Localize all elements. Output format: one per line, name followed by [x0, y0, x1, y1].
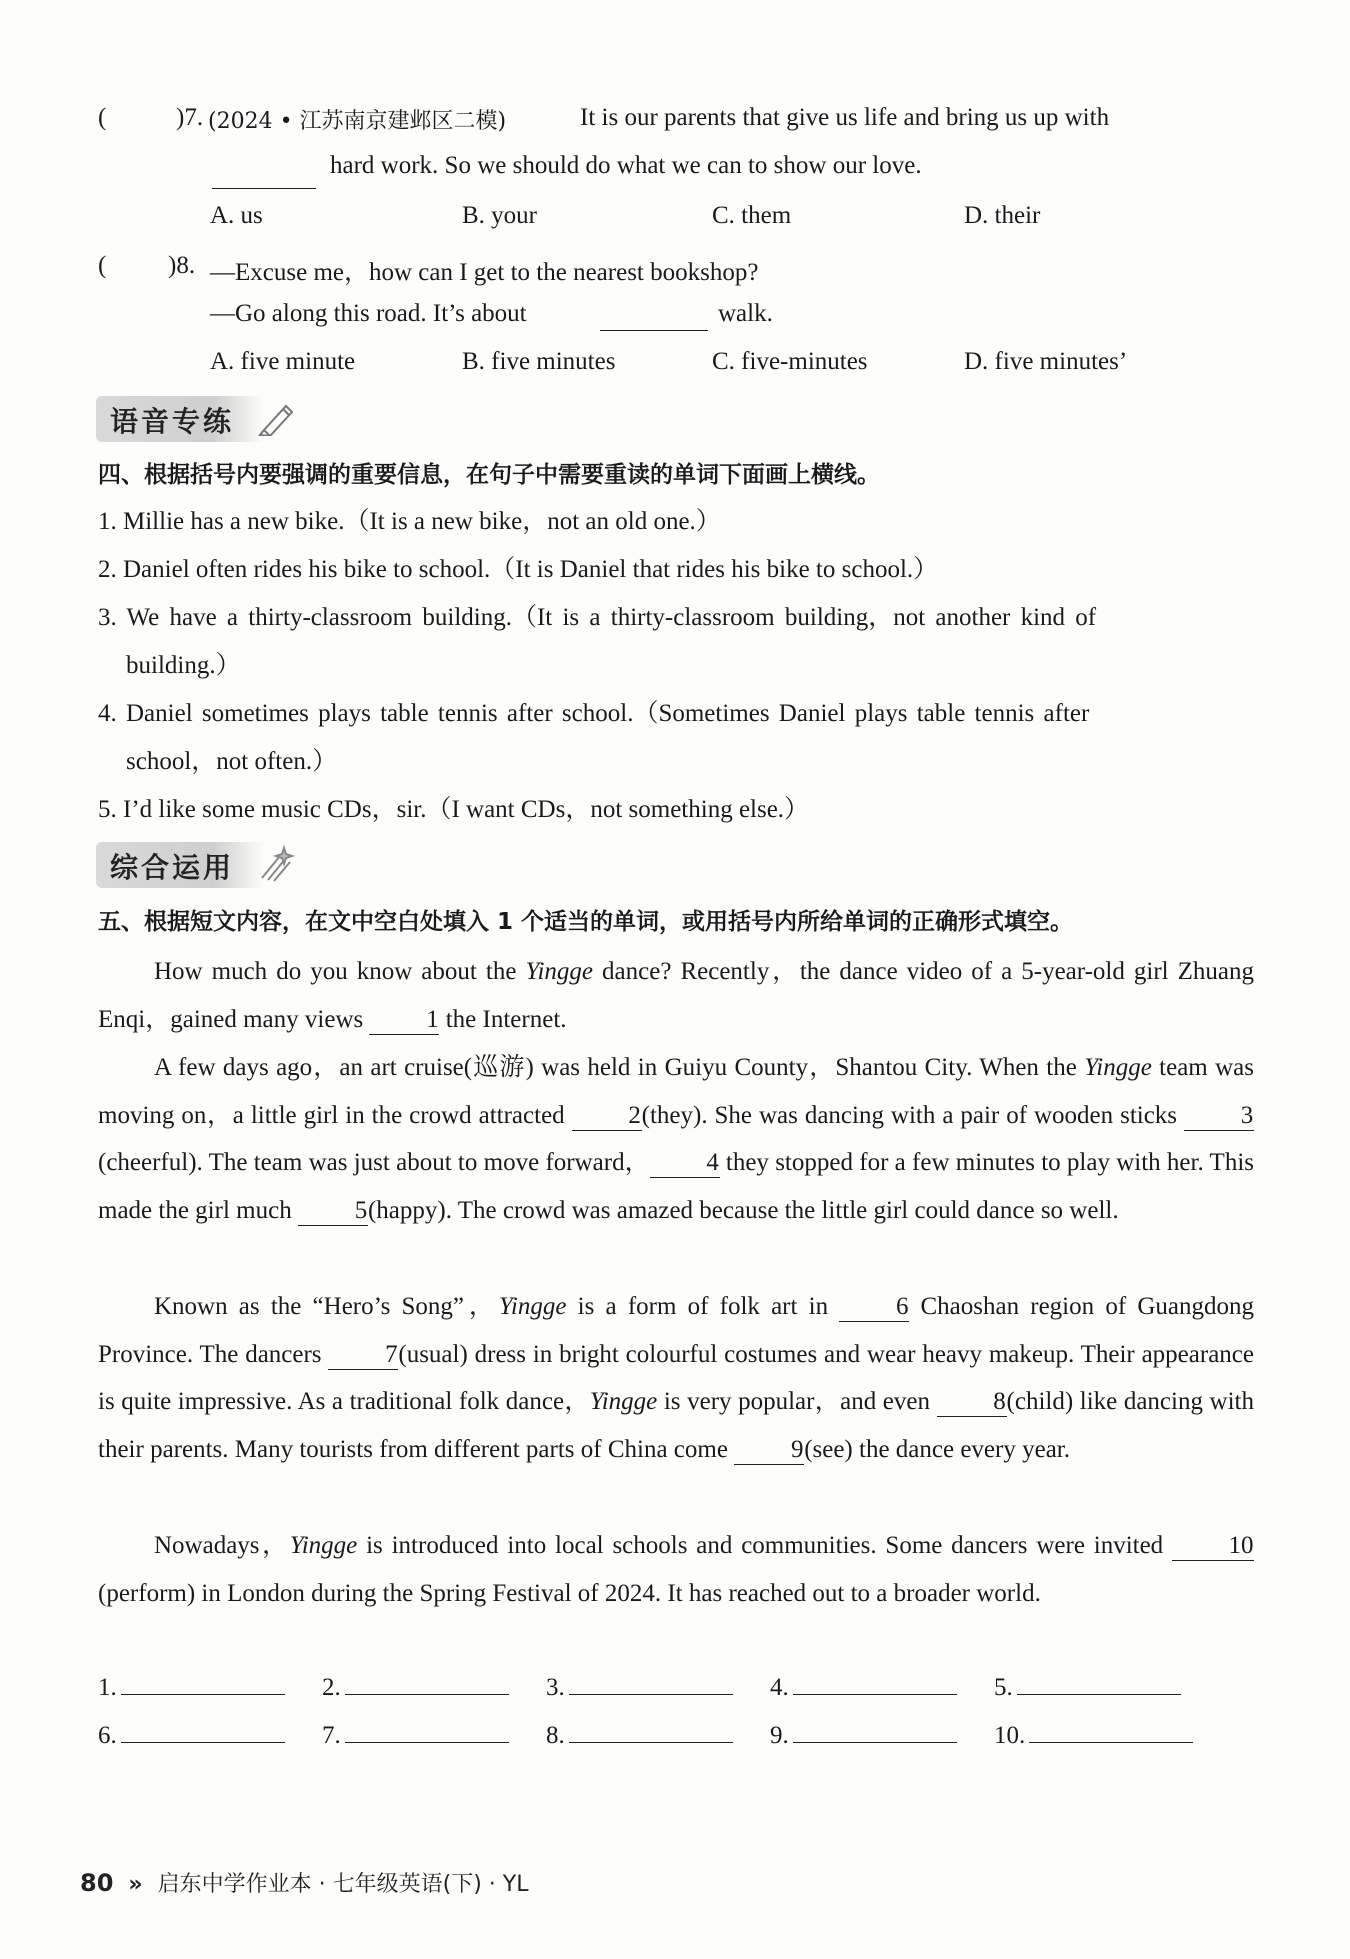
answer-label-2: 2.: [322, 1674, 341, 1701]
blank-3[interactable]: 3: [1184, 1102, 1254, 1131]
pencil-icon: [256, 398, 296, 436]
blank-5[interactable]: 5: [298, 1197, 368, 1226]
book-title: 启东中学作业本 · 七年级英语(下) · YL: [157, 1872, 529, 1897]
q8-option-d[interactable]: D. five minutes’: [964, 348, 1128, 375]
page-footer: [80, 1867, 528, 1898]
answer-5: [994, 1670, 1181, 1702]
sparkle-icon: [256, 844, 296, 882]
p2-yingge: Yingge: [1084, 1054, 1152, 1081]
s4-item-2: 2. Daniel often rides his bike to school.（It is Daniel that rides his bike to school.）: [98, 556, 939, 583]
q7-option-a[interactable]: A. us: [210, 202, 263, 229]
answer-1: [98, 1670, 285, 1702]
answer-line-8[interactable]: [569, 1718, 733, 1743]
passage-paragraph-1: [98, 948, 1254, 1043]
q7-option-b[interactable]: B. your: [462, 202, 537, 229]
answer-label-4: 4.: [770, 1674, 789, 1701]
p3-text-h: (child) like dancing with their parents. Many tourists from different parts of China come: [98, 1388, 1254, 1464]
section4-instruction: 四、根据括号内要强调的重要信息，在句子中需要重读的单词下面画上横线。: [98, 462, 880, 488]
section5-instruction: 五、根据短文内容，在文中空白处填入 1 个适当的单词，或用括号内所给单词的正确形式填空。: [98, 909, 1074, 935]
p2-text-a: A few days ago，an art cruise(巡游) was held in Guiyu County，Shantou City. When the: [154, 1054, 1085, 1081]
q8-text-line2a: —Go along this road. It’s about: [210, 300, 527, 327]
q8-text-line1: —Excuse me，how can I get to the nearest bookshop?: [210, 259, 759, 286]
blank-8[interactable]: 8: [937, 1388, 1007, 1417]
q7-text-line1: It is our parents that give us life and bring us up with: [580, 104, 1110, 131]
section-tag-phonetics: [96, 396, 264, 442]
passage-paragraph-2: [98, 1044, 1254, 1235]
answer-4: [770, 1670, 957, 1702]
s4-item-3: 3. We have a thirty-classroom building.（It is a thirty-classroom building，not another kind of: [98, 604, 1097, 631]
s4-item-1: 1. Millie has a new bike.（It is a new bike，not an old one.）: [98, 508, 721, 535]
blank-7[interactable]: 7: [328, 1341, 398, 1370]
q7-option-d[interactable]: D. their: [964, 202, 1041, 229]
q7-blank[interactable]: [212, 162, 316, 189]
p1-text-a: How much do you know about the: [154, 958, 526, 985]
q7-text-line2: hard work. So we should do what we can to show our love.: [330, 152, 922, 179]
p4-text-a: Nowadays，: [154, 1532, 290, 1559]
q8-option-b[interactable]: B. five minutes: [462, 348, 616, 375]
q8-option-a[interactable]: A. five minute: [210, 348, 356, 375]
answer-3: [546, 1670, 733, 1702]
answer-line-1[interactable]: [121, 1670, 285, 1695]
answer-line-4[interactable]: [793, 1670, 957, 1695]
q8-text-line2b: walk.: [718, 300, 773, 327]
p4-yingge: Yingge: [289, 1532, 358, 1559]
blank-1[interactable]: 1: [369, 1006, 439, 1035]
answer-6: [98, 1718, 285, 1750]
blank-6[interactable]: 6: [839, 1293, 909, 1322]
answer-label-8: 8.: [546, 1722, 565, 1749]
p2-text-e: (cheerful). The team was just about to move forward，: [98, 1149, 650, 1177]
p4-text-c: is introduced into local schools and communities. Some dancers were invited: [357, 1532, 1173, 1559]
passage-paragraph-3: [98, 1283, 1254, 1474]
q8-number: )8.: [168, 252, 196, 279]
answer-line-10[interactable]: [1029, 1718, 1193, 1743]
p4-text-d: (perform) in London during the Spring Festival of 2024. It has reached out to a broader world.: [98, 1579, 1041, 1607]
q7-number: )7.: [176, 104, 204, 131]
answer-label-6: 6.: [98, 1722, 117, 1749]
answer-2: [322, 1670, 509, 1702]
blank-9[interactable]: 9: [734, 1436, 804, 1465]
blank-10[interactable]: 10: [1172, 1532, 1254, 1561]
answer-line-5[interactable]: [1017, 1670, 1181, 1695]
p1-text-d: the Internet.: [439, 1005, 567, 1033]
section-tag-label-5: 综合运用: [110, 851, 235, 884]
p3-yingge: Yingge: [498, 1293, 567, 1320]
p1-yingge: Yingge: [525, 958, 594, 985]
passage-paragraph-4: [98, 1522, 1254, 1617]
p3-text-g: is very popular，and even: [657, 1388, 937, 1416]
blank-4[interactable]: 4: [650, 1149, 720, 1178]
q7-source: (2024 • 江苏南京建邺区二模): [208, 109, 507, 134]
p3-text-c: is a form of folk art in: [566, 1293, 840, 1320]
page-number: 80: [80, 1869, 114, 1897]
answer-label-7: 7.: [322, 1722, 341, 1749]
p3-text-e: (usual) dress in bright colourful costumes and wear heavy makeup. Their appearance is quite impressive. As a traditional folk dance，: [98, 1340, 1254, 1416]
s4-item-5: 5. I’d like some music CDs，sir.（I want CDs，not something else.）: [98, 796, 810, 823]
answer-10: [994, 1718, 1193, 1750]
answer-7: [322, 1718, 509, 1750]
p2-text-c: team was moving on，a little girl in the crowd attracted: [98, 1054, 1254, 1129]
answer-line-2[interactable]: [345, 1670, 509, 1695]
answer-label-5: 5.: [994, 1674, 1013, 1701]
answer-label-10: 10.: [994, 1722, 1026, 1749]
p3-yingge-2: Yingge: [589, 1388, 658, 1416]
answer-line-3[interactable]: [569, 1670, 733, 1695]
section-tag-label: 语音专练: [110, 405, 235, 438]
answer-line-9[interactable]: [793, 1718, 957, 1743]
p3-text-a: Known as the “Hero’s Song”，: [154, 1293, 499, 1320]
answer-paren-8[interactable]: (: [98, 252, 107, 279]
answer-label-3: 3.: [546, 1674, 565, 1701]
p3-text-d: Chaoshan region of Guangdong Province. The dancers: [98, 1293, 1254, 1368]
p2-text-g: (happy). The crowd was amazed because the little girl could dance so well.: [367, 1197, 1119, 1225]
q8-option-c[interactable]: C. five-minutes: [712, 348, 868, 375]
answer-line-6[interactable]: [121, 1718, 285, 1743]
s4-item-3-cont: building.）: [126, 652, 241, 679]
answer-8: [546, 1718, 733, 1750]
answer-label-9: 9.: [770, 1722, 789, 1749]
answer-9: [770, 1718, 957, 1750]
p2-text-f: they stopped for a few minutes to play with her. This made the girl much: [98, 1149, 1254, 1225]
p2-text-d: (they). She was dancing with a pair of wooden sticks: [641, 1101, 1184, 1129]
chevron-right-icon: »: [128, 1872, 143, 1897]
s4-item-4-cont: school，not often.）: [126, 748, 338, 775]
blank-2[interactable]: 2: [572, 1102, 642, 1131]
section-tag-comprehensive: [96, 842, 264, 888]
answer-paren-7[interactable]: (: [98, 104, 107, 131]
p1-text-c: dance? Recently，the dance video of a 5-year-old girl Zhuang Enqi，gained many views: [98, 958, 1254, 1033]
q7-option-c[interactable]: C. them: [712, 202, 792, 229]
answer-line-7[interactable]: [345, 1718, 509, 1743]
q8-blank[interactable]: [600, 304, 708, 331]
p3-text-i: (see) the dance every year.: [804, 1436, 1070, 1464]
s4-item-4: 4. Daniel sometimes plays table tennis after school.（Sometimes Daniel plays table tennis after: [98, 700, 1090, 727]
answer-label-1: 1.: [98, 1674, 117, 1701]
